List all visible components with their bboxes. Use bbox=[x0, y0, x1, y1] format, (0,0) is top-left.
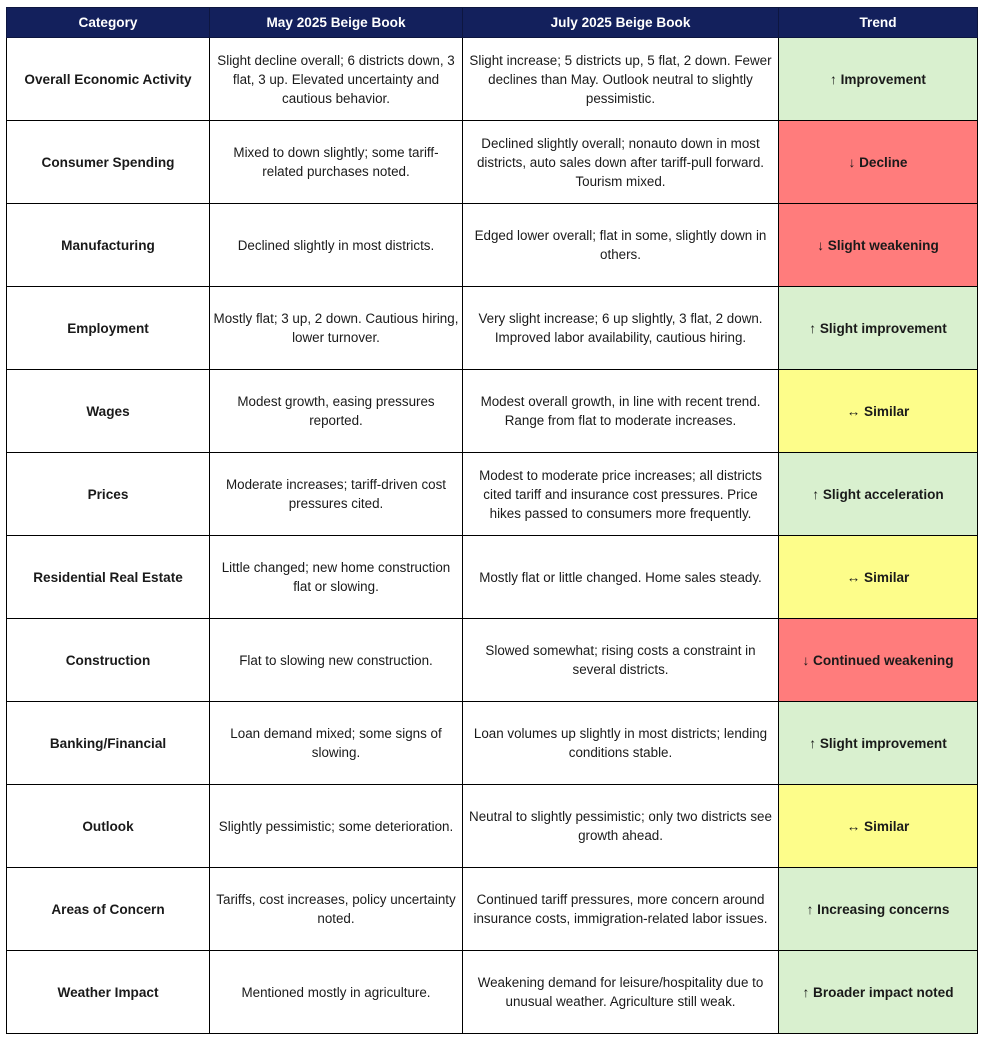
trend-cell: ↑ Slight improvement bbox=[779, 702, 978, 785]
july-summary-cell: Neutral to slightly pessimistic; only two districts see growth ahead. bbox=[463, 785, 779, 868]
may-summary-cell: Mentioned mostly in agriculture. bbox=[210, 951, 463, 1034]
may-summary-cell: Slight decline overall; 6 districts down, 3 flat, 3 up. Elevated uncertainty and cautious behavior. bbox=[210, 38, 463, 121]
july-summary-cell: Slight increase; 5 districts up, 5 flat, 2 down. Fewer declines than May. Outlook neutral to slightly pessimistic. bbox=[463, 38, 779, 121]
table-body bbox=[7, 38, 978, 1034]
table-row bbox=[7, 204, 978, 287]
category-cell: Construction bbox=[7, 619, 210, 702]
july-summary-cell: Loan volumes up slightly in most districts; lending conditions stable. bbox=[463, 702, 779, 785]
trend-cell: ↑ Increasing concerns bbox=[779, 868, 978, 951]
category-cell: Weather Impact bbox=[7, 951, 210, 1034]
category-cell: Manufacturing bbox=[7, 204, 210, 287]
may-summary-cell: Mixed to down slightly; some tariff-related purchases noted. bbox=[210, 121, 463, 204]
beige-book-comparison-table bbox=[6, 7, 978, 1034]
july-summary-cell: Mostly flat or little changed. Home sales steady. bbox=[463, 536, 779, 619]
table-row bbox=[7, 785, 978, 868]
table-row bbox=[7, 453, 978, 536]
table-header bbox=[7, 8, 978, 38]
category-cell: Wages bbox=[7, 370, 210, 453]
july-summary-cell: Very slight increase; 6 up slightly, 3 flat, 2 down. Improved labor availability, cautious hiring. bbox=[463, 287, 779, 370]
trend-cell: ↔ Similar bbox=[779, 785, 978, 868]
july-summary-cell: Declined slightly overall; nonauto down in most districts, auto sales down after tariff-pull forward. Tourism mixed. bbox=[463, 121, 779, 204]
header-category: Category bbox=[7, 8, 210, 38]
may-summary-cell: Declined slightly in most districts. bbox=[210, 204, 463, 287]
trend-cell: ↔ Similar bbox=[779, 536, 978, 619]
july-summary-cell: Edged lower overall; flat in some, slightly down in others. bbox=[463, 204, 779, 287]
may-summary-cell: Mostly flat; 3 up, 2 down. Cautious hiring, lower turnover. bbox=[210, 287, 463, 370]
header-may: May 2025 Beige Book bbox=[210, 8, 463, 38]
table-row bbox=[7, 951, 978, 1034]
category-cell: Consumer Spending bbox=[7, 121, 210, 204]
category-cell: Outlook bbox=[7, 785, 210, 868]
category-cell: Banking/Financial bbox=[7, 702, 210, 785]
header-trend: Trend bbox=[779, 8, 978, 38]
header-july: July 2025 Beige Book bbox=[463, 8, 779, 38]
trend-cell: ↑ Improvement bbox=[779, 38, 978, 121]
trend-cell: ↑ Slight acceleration bbox=[779, 453, 978, 536]
trend-cell: ↓ Continued weakening bbox=[779, 619, 978, 702]
july-summary-cell: Slowed somewhat; rising costs a constraint in several districts. bbox=[463, 619, 779, 702]
trend-cell: ↑ Broader impact noted bbox=[779, 951, 978, 1034]
trend-cell: ↓ Decline bbox=[779, 121, 978, 204]
category-cell: Overall Economic Activity bbox=[7, 38, 210, 121]
july-summary-cell: Modest overall growth, in line with recent trend. Range from flat to moderate increases. bbox=[463, 370, 779, 453]
table-row bbox=[7, 536, 978, 619]
table-row bbox=[7, 121, 978, 204]
july-summary-cell: Weakening demand for leisure/hospitality due to unusual weather. Agriculture still weak. bbox=[463, 951, 779, 1034]
may-summary-cell: Tariffs, cost increases, policy uncertainty noted. bbox=[210, 868, 463, 951]
trend-cell: ↔ Similar bbox=[779, 370, 978, 453]
table-row bbox=[7, 868, 978, 951]
may-summary-cell: Loan demand mixed; some signs of slowing. bbox=[210, 702, 463, 785]
may-summary-cell: Moderate increases; tariff-driven cost pressures cited. bbox=[210, 453, 463, 536]
may-summary-cell: Flat to slowing new construction. bbox=[210, 619, 463, 702]
table-row bbox=[7, 287, 978, 370]
category-cell: Areas of Concern bbox=[7, 868, 210, 951]
table-row bbox=[7, 38, 978, 121]
may-summary-cell: Little changed; new home construction flat or slowing. bbox=[210, 536, 463, 619]
category-cell: Prices bbox=[7, 453, 210, 536]
category-cell: Residential Real Estate bbox=[7, 536, 210, 619]
header-row bbox=[7, 8, 978, 38]
table-row bbox=[7, 702, 978, 785]
may-summary-cell: Slightly pessimistic; some deterioration. bbox=[210, 785, 463, 868]
trend-cell: ↓ Slight weakening bbox=[779, 204, 978, 287]
july-summary-cell: Continued tariff pressures, more concern around insurance costs, immigration-related labor issues. bbox=[463, 868, 779, 951]
july-summary-cell: Modest to moderate price increases; all districts cited tariff and insurance cost pressures. Price hikes passed to consumers more frequently. bbox=[463, 453, 779, 536]
trend-cell: ↑ Slight improvement bbox=[779, 287, 978, 370]
category-cell: Employment bbox=[7, 287, 210, 370]
table-row bbox=[7, 619, 978, 702]
table-row bbox=[7, 370, 978, 453]
may-summary-cell: Modest growth, easing pressures reported. bbox=[210, 370, 463, 453]
